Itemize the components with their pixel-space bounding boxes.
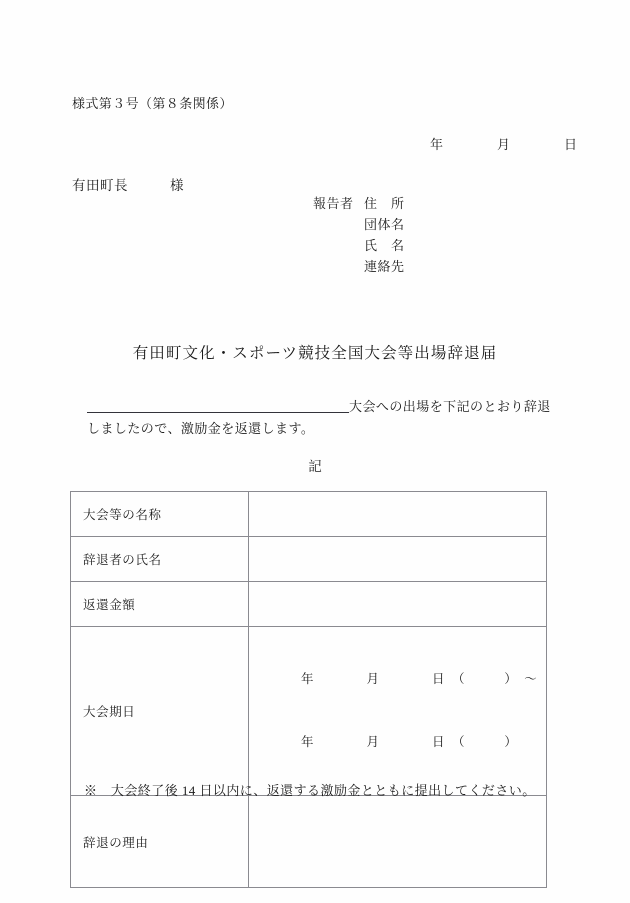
reporter-row — [313, 235, 405, 256]
reporter-block — [313, 193, 405, 277]
reporter-field-contact: 連絡先 — [364, 259, 405, 274]
row-value-refund-amount[interactable] — [249, 582, 547, 627]
body-line-1-text: 大会への出場を下記のとおり辞退 — [349, 399, 551, 414]
addressee-line: 有田町長 様 — [72, 178, 184, 193]
row-value-withdrawer-name[interactable] — [249, 537, 547, 582]
tournament-name-blank[interactable] — [87, 398, 349, 413]
entry-table — [70, 491, 547, 888]
reporter-label-spacer — [313, 256, 364, 277]
page-title: 有田町文化・スポーツ競技全国大会等出場辞退届 — [132, 345, 498, 362]
reporter-row — [313, 193, 405, 214]
date-range-end: 年 月 日 （ ） — [301, 735, 518, 749]
table-row — [71, 796, 547, 888]
body-line-2: しましたので、激励金を返還します。 — [87, 421, 315, 436]
reporter-field-organization: 団体名 — [364, 217, 405, 232]
reporter-row — [313, 256, 405, 277]
row-value-tournament-dates[interactable] — [249, 627, 547, 796]
reporter-label-spacer — [313, 214, 364, 235]
row-label-withdrawal-reason: 辞退の理由 — [71, 796, 249, 888]
row-value-tournament-name[interactable] — [249, 492, 547, 537]
row-label-tournament-dates: 大会期日 — [71, 627, 249, 796]
footer-note: ※ 大会終了後 14 日以内に、返還する激励金とともに提出してください。 — [84, 783, 536, 798]
reporter-row — [313, 214, 405, 235]
row-label-withdrawer-name: 辞退者の氏名 — [71, 537, 249, 582]
row-value-withdrawal-reason[interactable] — [249, 796, 547, 888]
reporter-label-spacer — [313, 235, 364, 256]
form-number: 様式第３号（第８条関係） — [72, 96, 233, 111]
table-row — [71, 627, 547, 796]
reporter-label: 報告者 — [313, 196, 354, 211]
row-label-tournament-name: 大会等の名称 — [71, 492, 249, 537]
table-row — [71, 537, 547, 582]
reporter-field-address: 住 所 — [364, 196, 405, 211]
body-paragraph — [70, 396, 562, 440]
date-entry-line: 年 月 日 — [430, 137, 578, 152]
ki-marker: 記 — [308, 459, 322, 474]
date-range-block — [249, 627, 546, 795]
row-label-refund-amount: 返還金額 — [71, 582, 249, 627]
date-range-start: 年 月 日 （ ） ～ — [301, 672, 538, 686]
table-row — [71, 492, 547, 537]
table-row — [71, 582, 547, 627]
body-line-1 — [70, 396, 562, 418]
reporter-field-name: 氏 名 — [364, 238, 405, 253]
